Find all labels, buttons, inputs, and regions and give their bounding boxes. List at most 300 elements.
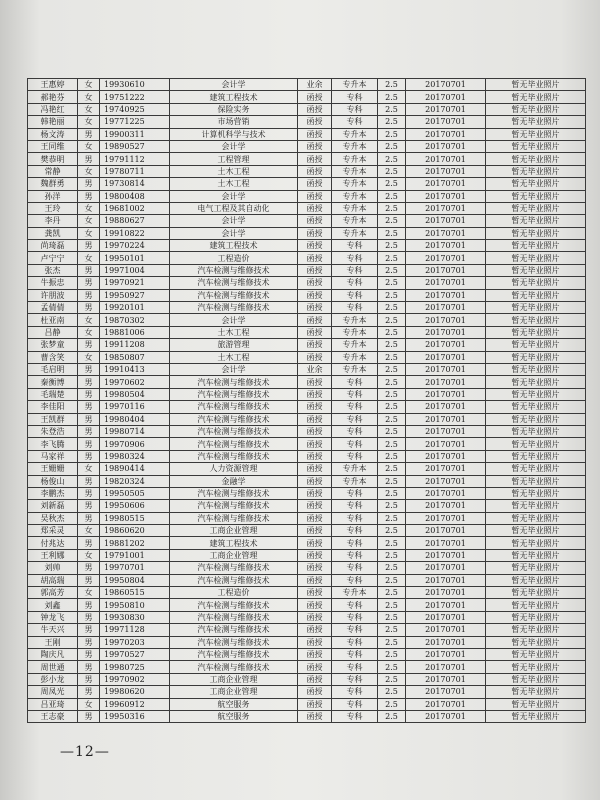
birth-date-cell: 19870302 <box>100 314 170 326</box>
education-level-cell: 专科 <box>332 611 378 623</box>
program-length-cell: 2.5 <box>378 128 406 140</box>
program-length-cell: 2.5 <box>378 512 406 524</box>
student-name-cell: 马家祥 <box>28 450 78 462</box>
table-row <box>28 475 586 487</box>
graduation-date-cell: 20170701 <box>406 463 486 475</box>
photo-status-cell: 暂无毕业照片 <box>486 289 586 301</box>
program-length-cell: 2.5 <box>378 648 406 660</box>
study-mode-cell: 函授 <box>298 450 332 462</box>
birth-date-cell: 19800408 <box>100 190 170 202</box>
gender-cell: 男 <box>78 178 100 190</box>
graduation-date-cell: 20170701 <box>406 264 486 276</box>
major-cell: 汽车检测与维修技术 <box>170 425 298 437</box>
table-row <box>28 314 586 326</box>
birth-date-cell: 19890527 <box>100 140 170 152</box>
gender-cell: 男 <box>78 574 100 586</box>
major-cell: 土木工程 <box>170 178 298 190</box>
graduation-date-cell: 20170701 <box>406 425 486 437</box>
gender-cell: 女 <box>78 202 100 214</box>
study-mode-cell: 函授 <box>298 388 332 400</box>
gender-cell: 男 <box>78 128 100 140</box>
birth-date-cell: 19970906 <box>100 438 170 450</box>
table-row <box>28 376 586 388</box>
table-row <box>28 339 586 351</box>
photo-status-cell: 暂无毕业照片 <box>486 153 586 165</box>
student-name-cell: 刘帅 <box>28 562 78 574</box>
photo-status-cell: 暂无毕业照片 <box>486 673 586 685</box>
gender-cell: 男 <box>78 686 100 698</box>
program-length-cell: 2.5 <box>378 686 406 698</box>
major-cell: 汽车检测与维修技术 <box>170 277 298 289</box>
major-cell: 会计学 <box>170 79 298 91</box>
graduation-date-cell: 20170701 <box>406 611 486 623</box>
program-length-cell: 2.5 <box>378 79 406 91</box>
education-level-cell: 专科 <box>332 264 378 276</box>
program-length-cell: 2.5 <box>378 562 406 574</box>
table-row <box>28 611 586 623</box>
gender-cell: 男 <box>78 277 100 289</box>
gender-cell: 女 <box>78 326 100 338</box>
study-mode-cell: 函授 <box>298 648 332 660</box>
major-cell: 汽车检测与维修技术 <box>170 562 298 574</box>
gender-cell: 女 <box>78 252 100 264</box>
graduation-date-cell: 20170701 <box>406 91 486 103</box>
program-length-cell: 2.5 <box>378 215 406 227</box>
birth-date-cell: 19930830 <box>100 611 170 623</box>
graduation-date-cell: 20170701 <box>406 413 486 425</box>
education-level-cell: 专科 <box>332 686 378 698</box>
graduation-date-cell: 20170701 <box>406 636 486 648</box>
study-mode-cell: 函授 <box>298 401 332 413</box>
birth-date-cell: 19970203 <box>100 636 170 648</box>
birth-date-cell: 19980725 <box>100 661 170 673</box>
graduation-date-cell: 20170701 <box>406 339 486 351</box>
gender-cell: 女 <box>78 116 100 128</box>
education-level-cell: 专科 <box>332 252 378 264</box>
birth-date-cell: 19970921 <box>100 277 170 289</box>
graduation-date-cell: 20170701 <box>406 537 486 549</box>
table-row <box>28 351 586 363</box>
birth-date-cell: 19920101 <box>100 302 170 314</box>
gender-cell: 男 <box>78 512 100 524</box>
program-length-cell: 2.5 <box>378 438 406 450</box>
student-name-cell: 王惠婷 <box>28 79 78 91</box>
student-name-cell: 周凤光 <box>28 686 78 698</box>
graduation-date-cell: 20170701 <box>406 103 486 115</box>
birth-date-cell: 19890414 <box>100 463 170 475</box>
study-mode-cell: 函授 <box>298 202 332 214</box>
program-length-cell: 2.5 <box>378 326 406 338</box>
education-level-cell: 专科 <box>332 376 378 388</box>
gender-cell: 男 <box>78 599 100 611</box>
student-name-cell: 陶庆凡 <box>28 648 78 660</box>
graduation-date-cell: 20170701 <box>406 302 486 314</box>
education-level-cell: 专科 <box>332 661 378 673</box>
photo-status-cell: 暂无毕业照片 <box>486 599 586 611</box>
gender-cell: 男 <box>78 562 100 574</box>
graduation-date-cell: 20170701 <box>406 215 486 227</box>
major-cell: 工商企业管理 <box>170 673 298 685</box>
table-row <box>28 487 586 499</box>
program-length-cell: 2.5 <box>378 661 406 673</box>
table-row <box>28 661 586 673</box>
major-cell: 工程造价 <box>170 252 298 264</box>
student-name-cell: 牛振忠 <box>28 277 78 289</box>
photo-status-cell: 暂无毕业照片 <box>486 116 586 128</box>
major-cell: 汽车检测与维修技术 <box>170 401 298 413</box>
program-length-cell: 2.5 <box>378 103 406 115</box>
student-name-cell: 郑采灵 <box>28 525 78 537</box>
study-mode-cell: 函授 <box>298 624 332 636</box>
student-name-cell: 郝艳芬 <box>28 91 78 103</box>
photo-status-cell: 暂无毕业照片 <box>486 215 586 227</box>
education-level-cell: 专科 <box>332 537 378 549</box>
table-row <box>28 525 586 537</box>
gender-cell: 女 <box>78 215 100 227</box>
major-cell: 航空服务 <box>170 698 298 710</box>
birth-date-cell: 19960912 <box>100 698 170 710</box>
student-name-cell: 杨文涛 <box>28 128 78 140</box>
program-length-cell: 2.5 <box>378 599 406 611</box>
education-level-cell: 专科 <box>332 91 378 103</box>
study-mode-cell: 函授 <box>298 562 332 574</box>
table-row <box>28 413 586 425</box>
graduation-date-cell: 20170701 <box>406 363 486 375</box>
graduation-date-cell: 20170701 <box>406 227 486 239</box>
photo-status-cell: 暂无毕业照片 <box>486 190 586 202</box>
study-mode-cell: 函授 <box>298 116 332 128</box>
gender-cell: 男 <box>78 636 100 648</box>
table-row <box>28 562 586 574</box>
photo-status-cell: 暂无毕业照片 <box>486 339 586 351</box>
student-name-cell: 尚琦磊 <box>28 240 78 252</box>
table-row <box>28 165 586 177</box>
program-length-cell: 2.5 <box>378 549 406 561</box>
program-length-cell: 2.5 <box>378 264 406 276</box>
major-cell: 会计学 <box>170 190 298 202</box>
program-length-cell: 2.5 <box>378 165 406 177</box>
program-length-cell: 2.5 <box>378 500 406 512</box>
program-length-cell: 2.5 <box>378 636 406 648</box>
major-cell: 建筑工程技术 <box>170 240 298 252</box>
program-length-cell: 2.5 <box>378 190 406 202</box>
study-mode-cell: 函授 <box>298 240 332 252</box>
photo-status-cell: 暂无毕业照片 <box>486 500 586 512</box>
graduation-date-cell: 20170701 <box>406 487 486 499</box>
major-cell: 市场营销 <box>170 116 298 128</box>
graduation-date-cell: 20170701 <box>406 562 486 574</box>
graduation-date-cell: 20170701 <box>406 512 486 524</box>
major-cell: 金融学 <box>170 475 298 487</box>
graduation-date-cell: 20170701 <box>406 624 486 636</box>
student-name-cell: 王利娜 <box>28 549 78 561</box>
table-row <box>28 537 586 549</box>
photo-status-cell: 暂无毕业照片 <box>486 264 586 276</box>
photo-status-cell: 暂无毕业照片 <box>486 363 586 375</box>
birth-date-cell: 19881006 <box>100 326 170 338</box>
major-cell: 土木工程 <box>170 351 298 363</box>
program-length-cell: 2.5 <box>378 289 406 301</box>
photo-status-cell: 暂无毕业照片 <box>486 227 586 239</box>
gender-cell: 女 <box>78 140 100 152</box>
student-name-cell: 彭小龙 <box>28 673 78 685</box>
table-row <box>28 512 586 524</box>
birth-date-cell: 19850807 <box>100 351 170 363</box>
table-row <box>28 264 586 276</box>
photo-status-cell: 暂无毕业照片 <box>486 376 586 388</box>
table-row <box>28 240 586 252</box>
photo-status-cell: 暂无毕业照片 <box>486 587 586 599</box>
program-length-cell: 2.5 <box>378 227 406 239</box>
education-level-cell: 专科 <box>332 562 378 574</box>
major-cell: 汽车检测与维修技术 <box>170 376 298 388</box>
birth-date-cell: 19970116 <box>100 401 170 413</box>
table-row <box>28 289 586 301</box>
student-name-cell: 吕亚琦 <box>28 698 78 710</box>
major-cell: 航空服务 <box>170 710 298 722</box>
student-name-cell: 刘新磊 <box>28 500 78 512</box>
gender-cell: 女 <box>78 79 100 91</box>
program-length-cell: 2.5 <box>378 525 406 537</box>
program-length-cell: 2.5 <box>378 388 406 400</box>
gender-cell: 男 <box>78 648 100 660</box>
study-mode-cell: 函授 <box>298 103 332 115</box>
program-length-cell: 2.5 <box>378 153 406 165</box>
education-level-cell: 专升本 <box>332 190 378 202</box>
gender-cell: 女 <box>78 549 100 561</box>
birth-date-cell: 19980714 <box>100 425 170 437</box>
education-level-cell: 专升本 <box>332 475 378 487</box>
table-row <box>28 103 586 115</box>
table-row <box>28 215 586 227</box>
study-mode-cell: 函授 <box>298 599 332 611</box>
student-name-cell: 王凯群 <box>28 413 78 425</box>
student-name-cell: 刘鑫 <box>28 599 78 611</box>
education-level-cell: 专科 <box>332 500 378 512</box>
birth-date-cell: 19970527 <box>100 648 170 660</box>
education-level-cell: 专升本 <box>332 178 378 190</box>
gender-cell: 男 <box>78 363 100 375</box>
table-row <box>28 302 586 314</box>
program-length-cell: 2.5 <box>378 339 406 351</box>
study-mode-cell: 函授 <box>298 277 332 289</box>
birth-date-cell: 19970701 <box>100 562 170 574</box>
gender-cell: 男 <box>78 289 100 301</box>
table-row <box>28 500 586 512</box>
gender-cell: 女 <box>78 227 100 239</box>
graduation-date-cell: 20170701 <box>406 698 486 710</box>
student-name-cell: 李佳阳 <box>28 401 78 413</box>
education-level-cell: 专升本 <box>332 153 378 165</box>
gender-cell: 男 <box>78 376 100 388</box>
education-level-cell: 专科 <box>332 450 378 462</box>
program-length-cell: 2.5 <box>378 202 406 214</box>
photo-status-cell: 暂无毕业照片 <box>486 450 586 462</box>
major-cell: 会计学 <box>170 314 298 326</box>
study-mode-cell: 函授 <box>298 376 332 388</box>
education-level-cell: 专科 <box>332 599 378 611</box>
program-length-cell: 2.5 <box>378 450 406 462</box>
student-name-cell: 张杰 <box>28 264 78 276</box>
major-cell: 工程管理 <box>170 153 298 165</box>
roster-body <box>28 79 586 723</box>
graduation-date-cell: 20170701 <box>406 525 486 537</box>
photo-status-cell: 暂无毕业照片 <box>486 463 586 475</box>
program-length-cell: 2.5 <box>378 413 406 425</box>
graduation-date-cell: 20170701 <box>406 140 486 152</box>
study-mode-cell: 函授 <box>298 673 332 685</box>
birth-date-cell: 19980324 <box>100 450 170 462</box>
graduation-date-cell: 20170701 <box>406 500 486 512</box>
study-mode-cell: 函授 <box>298 587 332 599</box>
birth-date-cell: 19950810 <box>100 599 170 611</box>
program-length-cell: 2.5 <box>378 91 406 103</box>
photo-status-cell: 暂无毕业照片 <box>486 525 586 537</box>
student-name-cell: 冯艳红 <box>28 103 78 115</box>
student-name-cell: 卢宁宁 <box>28 252 78 264</box>
table-row <box>28 388 586 400</box>
education-level-cell: 专科 <box>332 673 378 685</box>
education-level-cell: 专科 <box>332 425 378 437</box>
gender-cell: 女 <box>78 314 100 326</box>
program-length-cell: 2.5 <box>378 624 406 636</box>
major-cell: 汽车检测与维修技术 <box>170 264 298 276</box>
birth-date-cell: 19970602 <box>100 376 170 388</box>
study-mode-cell: 函授 <box>298 178 332 190</box>
program-length-cell: 2.5 <box>378 574 406 586</box>
major-cell: 汽车检测与维修技术 <box>170 289 298 301</box>
program-length-cell: 2.5 <box>378 698 406 710</box>
graduation-date-cell: 20170701 <box>406 289 486 301</box>
student-name-cell: 孙洋 <box>28 190 78 202</box>
gender-cell: 男 <box>78 661 100 673</box>
photo-status-cell: 暂无毕业照片 <box>486 698 586 710</box>
birth-date-cell: 19970224 <box>100 240 170 252</box>
table-row <box>28 202 586 214</box>
study-mode-cell: 函授 <box>298 512 332 524</box>
education-level-cell: 专升本 <box>332 326 378 338</box>
program-length-cell: 2.5 <box>378 314 406 326</box>
birth-date-cell: 19820324 <box>100 475 170 487</box>
education-level-cell: 专科 <box>332 277 378 289</box>
education-level-cell: 专升本 <box>332 463 378 475</box>
program-length-cell: 2.5 <box>378 425 406 437</box>
graduation-date-cell: 20170701 <box>406 587 486 599</box>
major-cell: 会计学 <box>170 363 298 375</box>
table-row <box>28 401 586 413</box>
photo-status-cell: 暂无毕业照片 <box>486 252 586 264</box>
birth-date-cell: 19971128 <box>100 624 170 636</box>
education-level-cell: 专科 <box>332 289 378 301</box>
program-length-cell: 2.5 <box>378 587 406 599</box>
gender-cell: 男 <box>78 611 100 623</box>
student-name-cell: 朱登浩 <box>28 425 78 437</box>
study-mode-cell: 函授 <box>298 537 332 549</box>
education-level-cell: 专升本 <box>332 351 378 363</box>
photo-status-cell: 暂无毕业照片 <box>486 79 586 91</box>
study-mode-cell: 函授 <box>298 438 332 450</box>
gender-cell: 男 <box>78 438 100 450</box>
education-level-cell: 专科 <box>332 240 378 252</box>
table-row <box>28 425 586 437</box>
birth-date-cell: 19950101 <box>100 252 170 264</box>
page-number: —12— <box>60 744 110 760</box>
graduation-date-cell: 20170701 <box>406 599 486 611</box>
program-length-cell: 2.5 <box>378 611 406 623</box>
birth-date-cell: 19950505 <box>100 487 170 499</box>
program-length-cell: 2.5 <box>378 376 406 388</box>
education-level-cell: 专科 <box>332 401 378 413</box>
major-cell: 汽车检测与维修技术 <box>170 500 298 512</box>
education-level-cell: 专科 <box>332 549 378 561</box>
major-cell: 人力资源管理 <box>170 463 298 475</box>
study-mode-cell: 函授 <box>298 710 332 722</box>
education-level-cell: 专科 <box>332 438 378 450</box>
photo-status-cell: 暂无毕业照片 <box>486 103 586 115</box>
birth-date-cell: 19980504 <box>100 388 170 400</box>
program-length-cell: 2.5 <box>378 401 406 413</box>
education-level-cell: 专科 <box>332 624 378 636</box>
birth-date-cell: 19911208 <box>100 339 170 351</box>
graduation-date-cell: 20170701 <box>406 153 486 165</box>
graduation-date-cell: 20170701 <box>406 326 486 338</box>
photo-status-cell: 暂无毕业照片 <box>486 710 586 722</box>
education-level-cell: 专科 <box>332 636 378 648</box>
table-row <box>28 710 586 722</box>
photo-status-cell: 暂无毕业照片 <box>486 438 586 450</box>
table-row <box>28 178 586 190</box>
study-mode-cell: 函授 <box>298 686 332 698</box>
photo-status-cell: 暂无毕业照片 <box>486 240 586 252</box>
graduation-date-cell: 20170701 <box>406 128 486 140</box>
student-name-cell: 毛启明 <box>28 363 78 375</box>
study-mode-cell: 函授 <box>298 698 332 710</box>
major-cell: 土木工程 <box>170 326 298 338</box>
student-name-cell: 秦衡博 <box>28 376 78 388</box>
student-name-cell: 吕静 <box>28 326 78 338</box>
study-mode-cell: 函授 <box>298 252 332 264</box>
gender-cell: 男 <box>78 475 100 487</box>
birth-date-cell: 19980620 <box>100 686 170 698</box>
major-cell: 汽车检测与维修技术 <box>170 648 298 660</box>
major-cell: 汽车检测与维修技术 <box>170 388 298 400</box>
study-mode-cell: 函授 <box>298 289 332 301</box>
birth-date-cell: 19730814 <box>100 178 170 190</box>
gender-cell: 女 <box>78 463 100 475</box>
major-cell: 土木工程 <box>170 165 298 177</box>
major-cell: 汽车检测与维修技术 <box>170 512 298 524</box>
gender-cell: 男 <box>78 487 100 499</box>
table-row <box>28 91 586 103</box>
study-mode-cell: 函授 <box>298 314 332 326</box>
student-name-cell: 吴秋杰 <box>28 512 78 524</box>
photo-status-cell: 暂无毕业照片 <box>486 388 586 400</box>
photo-status-cell: 暂无毕业照片 <box>486 648 586 660</box>
table-row <box>28 463 586 475</box>
major-cell: 汽车检测与维修技术 <box>170 487 298 499</box>
photo-status-cell: 暂无毕业照片 <box>486 475 586 487</box>
photo-status-cell: 暂无毕业照片 <box>486 549 586 561</box>
graduation-date-cell: 20170701 <box>406 574 486 586</box>
photo-status-cell: 暂无毕业照片 <box>486 413 586 425</box>
birth-date-cell: 19950316 <box>100 710 170 722</box>
major-cell: 汽车检测与维修技术 <box>170 413 298 425</box>
table-row <box>28 587 586 599</box>
graduation-date-cell: 20170701 <box>406 277 486 289</box>
study-mode-cell: 函授 <box>298 264 332 276</box>
photo-status-cell: 暂无毕业照片 <box>486 537 586 549</box>
education-level-cell: 专科 <box>332 413 378 425</box>
